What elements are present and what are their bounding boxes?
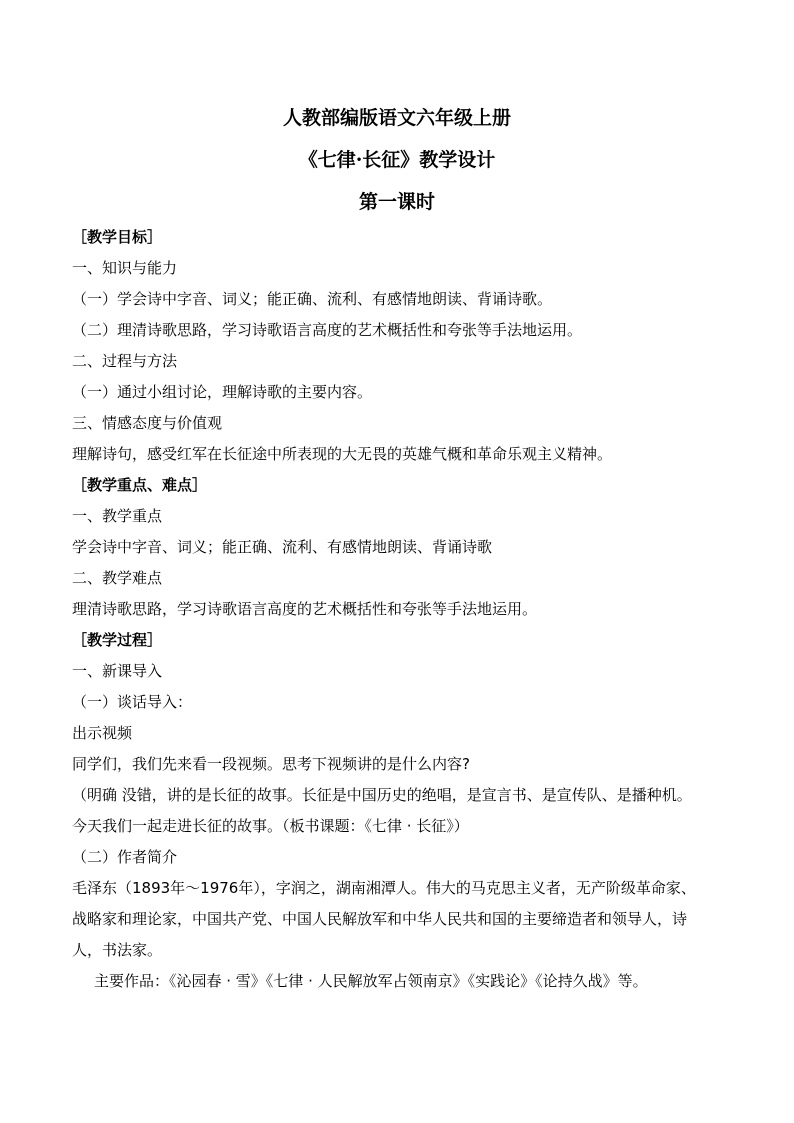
paragraph: （一）通过小组讨论，理解诗歌的主要内容。 (72, 383, 373, 401)
subheading-intro: 一、新课导入 (72, 662, 163, 680)
subheading-process: 二、过程与方法 (72, 352, 178, 370)
doc-subtitle: 《七律·长征》教学设计 (298, 149, 496, 171)
paragraph: 同学们，我们先来看一段视频。思考下视频讲的是什么内容? (72, 755, 470, 773)
paragraph: 学会诗中字音、词义；能正确、流利、有感情地朗读、背诵诗歌 (72, 538, 493, 556)
paragraph: （二）理清诗歌思路，学习诗歌语言高度的艺术概括性和夸张等手法地运用。 (72, 321, 583, 339)
subheading-attitude: 三、情感态度与价值观 (72, 414, 223, 432)
subheading-key-point: 一、教学重点 (72, 507, 163, 525)
paragraph: 毛泽东（1893年～1976年），字润之，湖南湘潭人。伟大的马克思主义者，无产阶级革命家、 (72, 879, 696, 897)
subheading-author: （二）作者简介 (72, 848, 178, 866)
paragraph: 理解诗句，感受红军在长征途中所表现的大无畏的英雄气概和革命乐观主义精神。 (72, 445, 613, 463)
paragraph-works: 主要作品：《沁园春 · 雪》《七律 · 人民解放军占领南京》《实践论》《论持久战》等。 (94, 972, 648, 990)
paragraph: 人，书法家。 (72, 941, 163, 959)
paragraph: 理清诗歌思路，学习诗歌语言高度的艺术概括性和夸张等手法地运用。 (72, 600, 538, 618)
paragraph: 今天我们一起走进长征的故事。（板书课题：《七律 · 长征》） (72, 817, 469, 835)
subheading-knowledge: 一、知识与能力 (72, 259, 178, 277)
doc-title: 人教部编版语文六年级上册 (282, 107, 511, 129)
section-heading-process: ［教学过程］ (72, 631, 163, 649)
lesson-title: 第一课时 (358, 191, 435, 213)
subheading-difficulty: 二、教学难点 (72, 569, 163, 587)
paragraph: （一）谈话导入： (72, 693, 193, 711)
paragraph: 战略家和理论家，中国共产党、中国人民解放军和中华人民共和国的主要缔造者和领导人，诗 (72, 910, 688, 928)
section-heading-objectives: ［教学目标］ (72, 228, 163, 246)
paragraph: （明确 没错，讲的是长征的故事。长征是中国历史的绝唱，是宣言书、是宣传队、是播种机。 (72, 786, 692, 804)
section-heading-key-points: ［教学重点、难点］ (72, 476, 208, 494)
paragraph: （一）学会诗中字音、词义；能正确、流利、有感情地朗读、背诵诗歌。 (72, 290, 553, 308)
paragraph: 出示视频 (72, 724, 133, 742)
